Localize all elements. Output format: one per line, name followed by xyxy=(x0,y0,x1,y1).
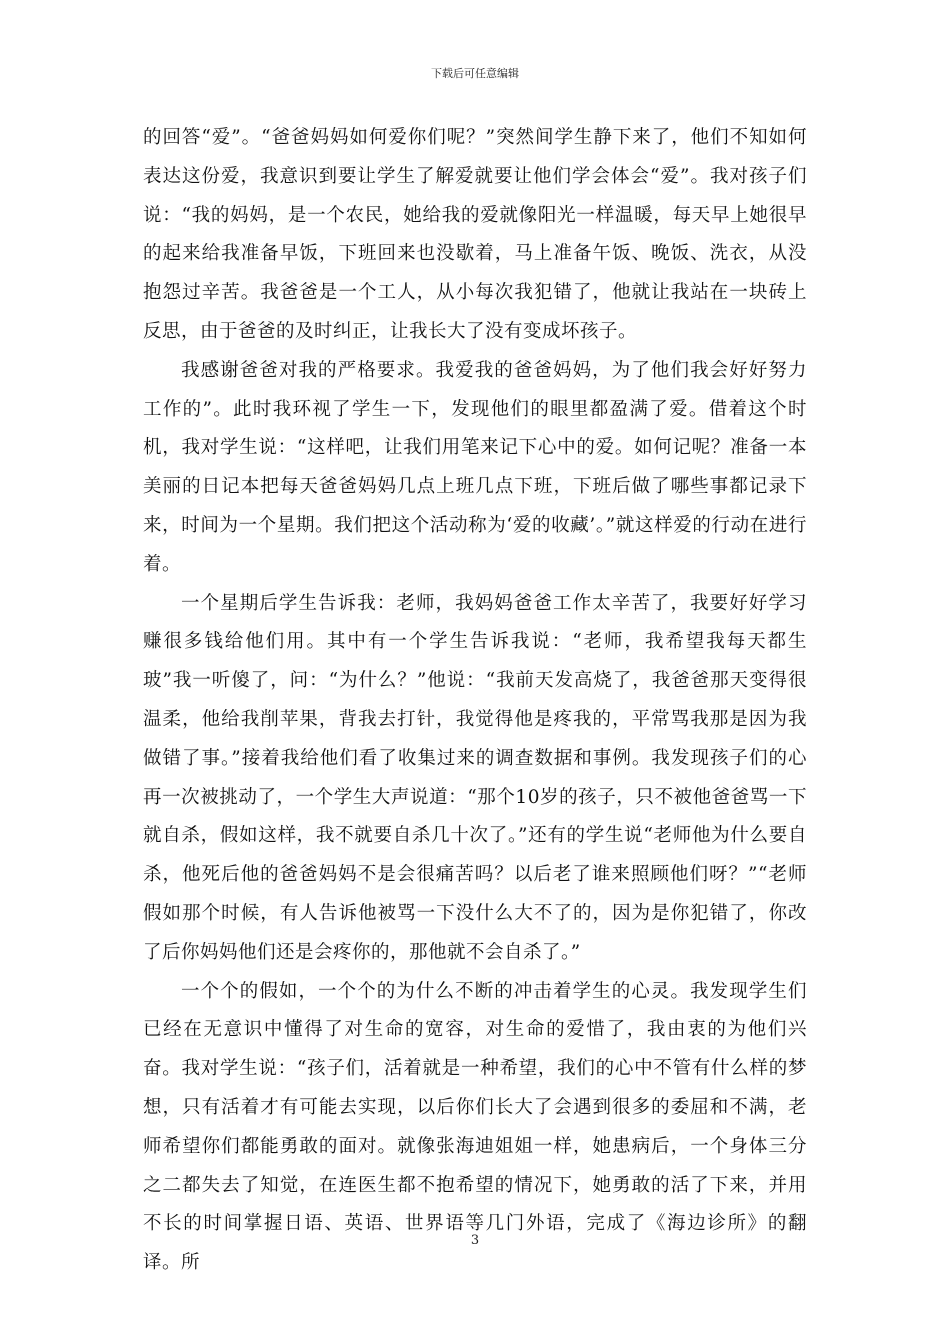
paragraph-2: 我感谢爸爸对我的严格要求。我爱我的爸爸妈妈，为了他们我会好好努力工作的”。此时我环视了学生一下，发现他们的眼里都盈满了爱。借着这个时机，我对学生说：“这样吧，让我们用笔来记下心中的爱。如何记呢？准备一本美丽的日记本把每天爸爸妈妈几点上班几点下班，下班后做了哪些事都记录下来，时间为一个星期。我们把这个活动称为‘爱的收藏’。”就这样爱的行动在进行着。 xyxy=(143,359,807,575)
page-header-note: 下载后可任意编辑 xyxy=(431,67,519,80)
page-number: 3 xyxy=(470,1233,480,1248)
paragraph-4: 一个个的假如，一个个的为什么不断的冲击着学生的心灵。我发现学生们已经在无意识中懂得了对生命的宽容，对生命的爱惜了，我由衷的为他们兴奋。我对学生说：“孩子们，活着就是一种希望，我们的心中不管有什么样的梦想，只有活着才有可能去实现，以后你们长大了会遇到很多的委屈和不满，老师希望你们都能勇敢的面对。就像张海迪姐姐一样，她患病后，一个身体三分之二都失去了知觉，在连医生都不抱希望的情况下，她勇敢的活了下来，并用不长的时间掌握日语、英语、世界语等几门外语，完成了《海边诊所》的翻译。所 xyxy=(143,980,807,1274)
paragraph-1: 的回答“爱”。“爸爸妈妈如何爱你们呢？”突然间学生静下来了，他们不知如何表达这份爱，我意识到要让学生了解爱就要让他们学会体会“爱”。我对孩子们说：“我的妈妈，是一个农民，她给我的爱就像阳光一样温暖，每天早上她很早的起来给我准备早饭，下班回来也没歇着，马上准备午饭、晚饭、洗衣，从没抱怨过辛苦。我爸爸是一个工人，从小每次我犯错了，他就让我站在一块砖上反思，由于爸爸的及时纠正，让我长大了没有变成坏孩子。 xyxy=(143,127,807,342)
document-body xyxy=(143,119,807,1283)
paragraph-3: 一个星期后学生告诉我：老师，我妈妈爸爸工作太辛苦了，我要好好学习赚很多钱给他们用。其中有一个学生告诉我说：“老师，我希望我每天都生玻”我一听傻了，问：“为什么？”他说：“我前天发高烧了，我爸爸那天变得很温柔，他给我削苹果，背我去打针，我觉得他是疼我的，平常骂我那是因为我做错了事。”接着我给他们看了收集过来的调查数据和事例。我发现孩子们的心再一次被挑动了，一个学生大声说道：“那个10岁的孩子，只不被他爸爸骂一下就自杀，假如这样，我不就要自杀几十次了。”还有的学生说“老师他为什么要自杀，他死后他的爸爸妈妈不是会很痛苦吗？以后老了谁来照顾他们呀？”“老师假如那个时候，有人告诉他被骂一下没什么大不了的，因为是你犯错了，你改了后你妈妈他们还是会疼你的，那他就不会自杀了。” xyxy=(143,592,807,963)
